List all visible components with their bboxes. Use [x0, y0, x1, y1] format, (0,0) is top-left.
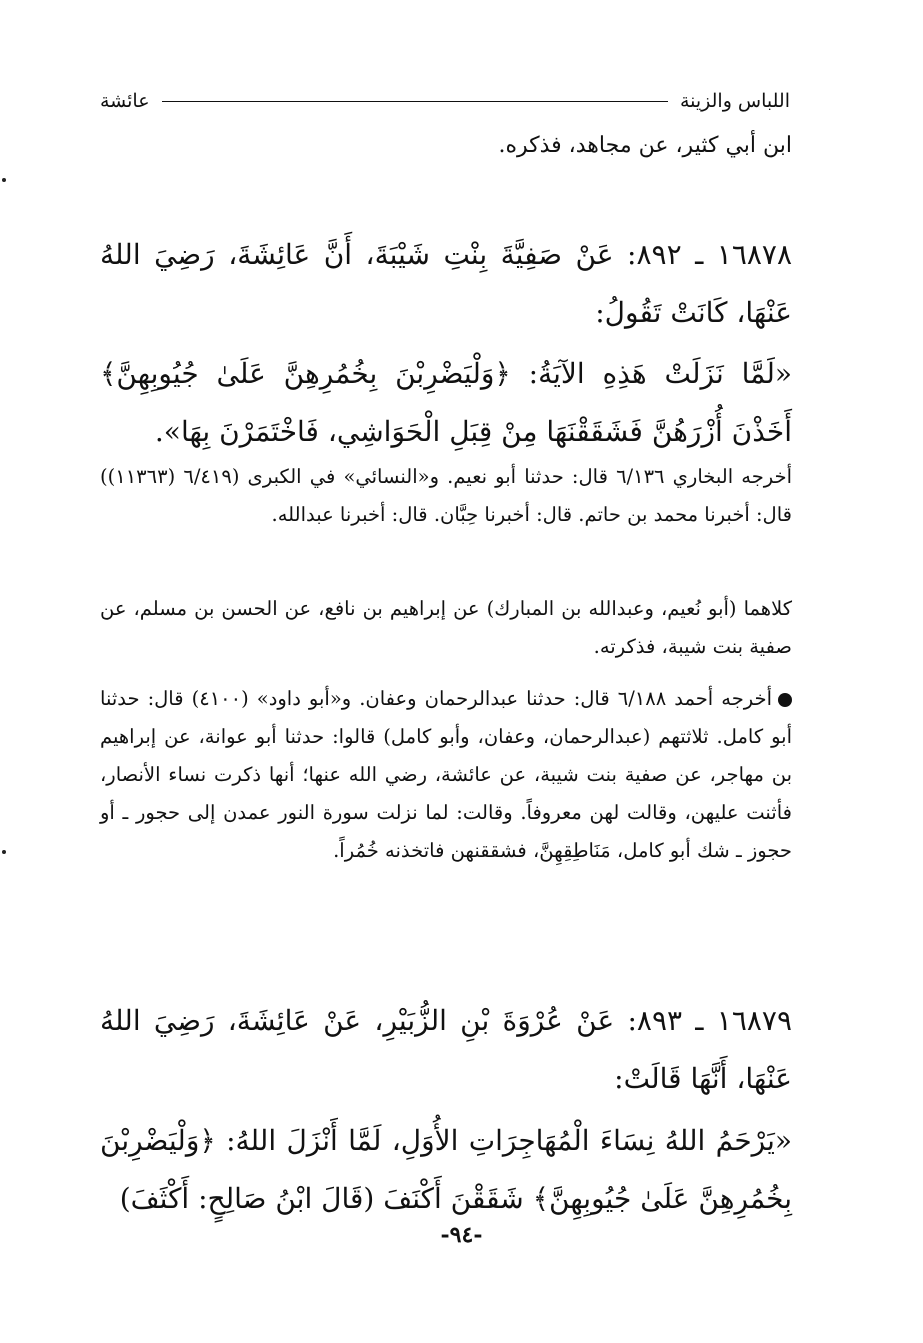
header-rule: [162, 101, 668, 102]
scan-edge-mark: [2, 850, 6, 854]
hadith-1-heading: ١٦٨٧٨ ـ ٨٩٢: عَنْ صَفِيَّةَ بِنْتِ شَيْبَةَ، أَنَّ عَائِشَةَ، رَضِيَ اللهُ عَنْهَا، كَانَتْ تَقُولُ:: [100, 238, 792, 329]
scan-edge-mark: [2, 178, 6, 182]
header-book-title: اللباس والزينة: [679, 90, 790, 112]
bullet-icon: [778, 693, 792, 707]
hadith-1-note-1: أخرجه البخاري ٦/١٣٦ قال: حدثنا أبو نعيم. و«النسائي» في الكبرى (٦/٤١٩ (١١٣٦٣)) قال: أخبرنا محمد بن حاتم. قال: أخبرنا حِبَّان. قال: أخبرنا عبدالله.: [100, 465, 793, 526]
header-chapter: عائشة: [100, 90, 150, 112]
hadith-1-note-2: كلاهما (أبو نُعيم، وعبدالله بن المبارك) عن إبراهيم بن نافع، عن الحسن بن مسلم، عن صفية بنت شيبة، فذكرته.: [100, 597, 792, 658]
hadith-2-quote: «يَرْحَمُ اللهُ نِسَاءَ الْمُهَاجِرَاتِ الأُوَلِ، لَمَّا أَنْزَلَ اللهُ: ﴿وَلْيَضْرِبْنَ بِخُمُرِهِنَّ عَلَىٰ جُيُوبِهِنَّ﴾ شَقَقْنَ أَكْنَفَ (قَالَ ابْنُ صَالِحٍ: أَكْثَفَ): [100, 1124, 792, 1215]
running-header: [100, 86, 790, 116]
hadith-1-quote: «لَمَّا نَزَلَتْ هَذِهِ الآيَةُ: ﴿وَلْيَضْرِبْنَ بِخُمُرِهِنَّ عَلَىٰ جُيُوبِهِنَّ﴾ أَخَذْنَ أُزْرَهُنَّ فَشَقَقْنَهَا مِنْ قِبَلِ الْحَوَاشِي، فَاخْتَمَرْنَ بِهَا».: [100, 357, 792, 448]
page-number: -٩٤-: [440, 1222, 483, 1248]
hadith-1-note-3-container: [100, 680, 792, 870]
continuation-line: ابن أبي كثير، عن مجاهد، فذكره.: [498, 133, 792, 158]
hadith-2-heading: ١٦٨٧٩ ـ ٨٩٣: عَنْ عُرْوَةَ بْنِ الزُّبَيْرِ، عَنْ عَائِشَةَ، رَضِيَ اللهُ عَنْهَا، أَنَّهَا قَالَتْ:: [100, 1004, 792, 1095]
hadith-1-note-3: أخرجه أحمد ٦/١٨٨ قال: حدثنا عبدالرحمان وعفان. و«أبو داود» (٤١٠٠) قال: حدثنا أبو كامل. ثلاثتهم (عبدالرحمان، وعفان، وأبو كامل) قالوا: حدثنا أبو عوانة، عن إبراهيم بن مهاجر، عن صفية بنت شيبة، عن عائشة، رضي الله عنها؛ أنها ذكرت نساء الأنصار، فأثنت عليهن، وقالت لهن معروفاً. وقالت: لما نزلت سورة النور عمدن إلى حجور ـ أو حجوز ـ شك أبو كامل، مَنَاطِقِهِنَّ، فشققنهن فاتخذنه خُمُراً.: [100, 687, 792, 862]
